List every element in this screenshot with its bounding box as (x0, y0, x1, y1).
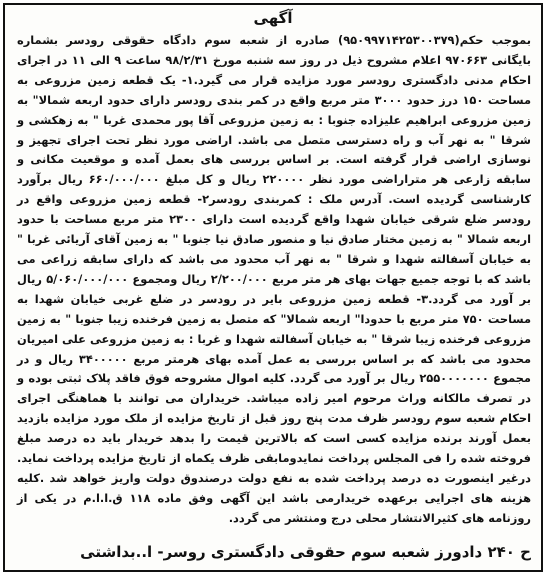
notice-frame (3, 3, 543, 572)
notice-footer: ح ۲۴۰ دادورز شعبه سوم حقوقی دادگستری روسر- ا..بداشتی (80, 543, 531, 561)
notice-body: بموجب حکم(۹۵۰۹۹۷۱۴۲۵۳۰۰۳۷۹) صادره از شعبه سوم دادگاه حقوقی رودسر بشماره بایگانی ۹۷۰۶۶۳ اعلام مشروح ذیل در روز سه شنبه مورخ ۹۸/۲/۳۱ ساعت ۹ الی ۱۱ در اجرای احکام مدنی دادگستری رودسر مورد مزایده قرار می گیرد.۱- یک قطعه زمین مزروعی به مساحت ۱۵۰ درز حدود ۳۰۰۰ متر مربع واقع در کمر بندی رودسر دارای حدود اربعه شمالا" به زمین مزروعی ابراهیم علیزاده جنوبا : به زمین مزروعی آقا پور محمدی غربا " به زهکشی و شرقا " به نهر آب و راه دسترسی متصل می باشد. اراضی مورد نظر تحت اجرای تجهیز و نوسازی اراضی قرار گرفته است. بر اساس بررسی های بعمل آمده و موقعیت مکانی و سابقه زارعی هر متراراضی مورد نظر ۲۲۰۰۰۰ ریال و کل مبلغ ۶۶۰/۰۰۰/۰۰۰ ریال برآورد کارشناسی گردیده است. آدرس ملک : کمربندی رودسر۲- قطعه زمین مزروعی واقع در رودسر ضلع شرقی خیابان شهدا واقع گردیده است دارای ۲۳۰۰ متر مربع مساحت با حدود اربعه شمالا " به زمین مختار صادق نیا و منصور صادق نیا جنوبا " به زمین آقای آریائی غربا " به خیابان آسفالته شهدا و شرقا " به نهر آب محدود می باشد که دارای سابقه زراعی می باشد که با توجه جمیع جهات بهای هر متر مربع ۲/۲۰۰/۰۰۰ ریال ومجموع ۵/۰۶۰/۰۰۰/۰۰۰ ریال بر آورد می گردد.۳- قطعه زمین مزروعی بایر در رودسر در ضلع غربی خیابان شهدا به مساحت ۷۵۰ متر مربع با حدودا" اربعه شمالا" که متصل به زمین فرخنده زیبا جنوبا " به زمین مزروعی فرخنده زیبا شرقا " به خیابان آسفالته شهدا و غربا : به زمین مزروعی علی امیریان محدود می باشد که بر اساس بررسی به عمل آمده بهای هرمتر مربع ۳۴۰۰۰۰۰ ریال و در مجموع ۲۵۵۰۰۰۰۰۰۰ ریال بر آورد می گردد. کلیه اموال مشروحه فوق فاقد پلاک ثبتی بوده و در تصرف مالکانه وراث مرحوم امیر زاده میباشد. خریداران می توانند با هماهنگی اجرای احکام شعبه سوم رودسر ظرف مدت پنج روز قبل از تاریخ مزایده از ملک مورد مزایده بازدید بعمل آورند برنده مزایده کسی است که بالاترین قیمت را بدهد خریدار باید ده درصد مبلغ فروخته شده را فی المجلس پرداخت نمایدومابقی ظرف یکماه از تاریخ مزایده پرداخت نماید. درغیر اینصورت ده درصد پرداخت شده به نفع دولت درصندوق دولت واریز خواهد شد .کلیه هزینه های اجرایی برعهده خریدارمی باشد این آگهی وفق ماده ۱۱۸ ق.ا.ا.م در یکی از روزنامه های کثیرالانتشار محلی درج ومنتشر می گردد. (17, 33, 532, 525)
notice-title: آگهی (253, 9, 293, 27)
